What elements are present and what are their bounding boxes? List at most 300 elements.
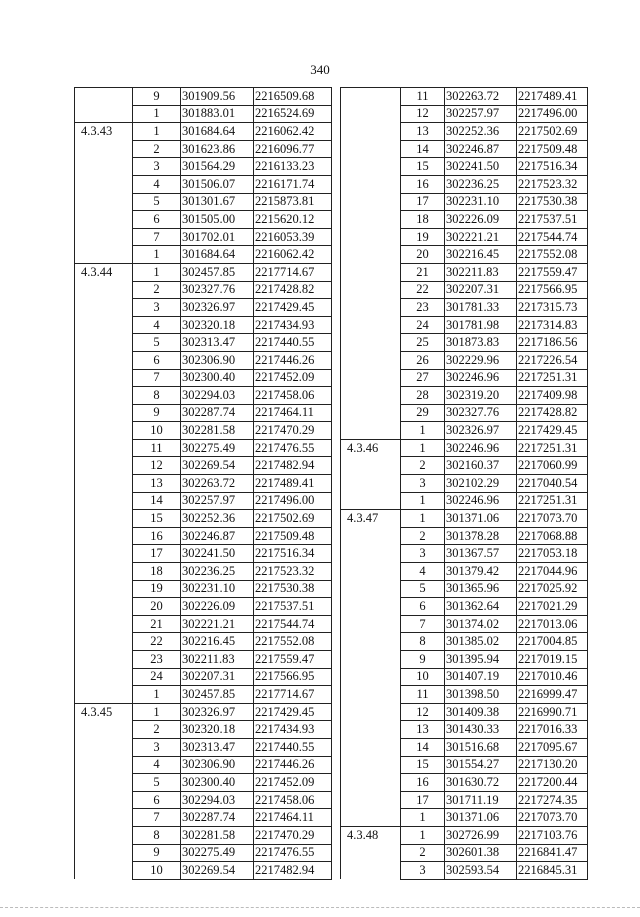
table-row [341, 387, 588, 405]
section-cell [75, 545, 133, 563]
y-coordinate-cell: 2217226.54 [517, 351, 588, 369]
point-number-cell: 23 [401, 299, 445, 317]
table-row [341, 334, 588, 352]
section-cell [75, 457, 133, 475]
point-number-cell: 13 [401, 123, 445, 141]
x-coordinate-cell: 302211.83 [181, 651, 254, 669]
x-coordinate-cell: 301623.86 [181, 140, 254, 158]
x-coordinate-cell: 302263.72 [445, 88, 517, 106]
y-coordinate-cell: 2217714.67 [254, 686, 332, 704]
section-cell [341, 563, 401, 581]
table-row [341, 510, 588, 528]
point-number-cell: 2 [401, 844, 445, 862]
section-cell [75, 475, 133, 493]
section-cell [341, 422, 401, 440]
section-cell [75, 756, 133, 774]
x-coordinate-cell: 302287.74 [181, 809, 254, 827]
point-number-cell: 1 [133, 263, 181, 281]
y-coordinate-cell: 2217470.29 [254, 826, 332, 844]
x-coordinate-cell: 301371.06 [445, 510, 517, 528]
section-cell [341, 193, 401, 211]
x-coordinate-cell: 302281.58 [181, 422, 254, 440]
point-number-cell: 3 [401, 862, 445, 880]
section-cell [341, 263, 401, 281]
x-coordinate-cell: 302246.96 [445, 439, 517, 457]
table-row [75, 703, 332, 721]
y-coordinate-cell: 2215620.12 [254, 211, 332, 229]
table-row [341, 633, 588, 651]
point-number-cell: 2 [133, 721, 181, 739]
section-cell [75, 158, 133, 176]
point-number-cell: 2 [401, 527, 445, 545]
section-cell [75, 510, 133, 528]
x-coordinate-cell: 301398.50 [445, 686, 517, 704]
point-number-cell: 14 [133, 492, 181, 510]
point-number-cell: 1 [401, 422, 445, 440]
table-row [341, 580, 588, 598]
point-number-cell: 13 [401, 721, 445, 739]
x-coordinate-cell: 302320.18 [181, 316, 254, 334]
coordinate-table-left [74, 87, 332, 880]
table-row [341, 158, 588, 176]
table-row [341, 422, 588, 440]
point-number-cell: 1 [401, 510, 445, 528]
y-coordinate-cell: 2217482.94 [254, 457, 332, 475]
section-cell [341, 862, 401, 880]
table-row [75, 316, 332, 334]
y-coordinate-cell: 2217019.15 [517, 651, 588, 669]
x-coordinate-cell: 301385.02 [445, 633, 517, 651]
x-coordinate-cell: 301395.94 [445, 651, 517, 669]
x-coordinate-cell: 302221.21 [445, 228, 517, 246]
x-coordinate-cell: 302457.85 [181, 686, 254, 704]
section-cell [341, 351, 401, 369]
y-coordinate-cell: 2217044.96 [517, 563, 588, 581]
section-cell [341, 774, 401, 792]
x-coordinate-cell: 302246.96 [445, 369, 517, 387]
x-coordinate-cell: 301684.64 [181, 123, 254, 141]
y-coordinate-cell: 2216509.68 [254, 88, 332, 106]
point-number-cell: 1 [401, 492, 445, 510]
y-coordinate-cell: 2217544.74 [254, 615, 332, 633]
y-coordinate-cell: 2217409.98 [517, 387, 588, 405]
x-coordinate-cell: 302216.45 [445, 246, 517, 264]
point-number-cell: 11 [133, 439, 181, 457]
x-coordinate-cell: 302263.72 [181, 475, 254, 493]
y-coordinate-cell: 2217040.54 [517, 475, 588, 493]
table-row [75, 563, 332, 581]
x-coordinate-cell: 302226.09 [445, 211, 517, 229]
y-coordinate-cell: 2217566.95 [517, 281, 588, 299]
section-cell [75, 791, 133, 809]
table-row [75, 422, 332, 440]
table-row [341, 404, 588, 422]
table-row [341, 686, 588, 704]
x-coordinate-cell: 301883.01 [181, 105, 254, 123]
y-coordinate-cell: 2217566.95 [254, 668, 332, 686]
x-coordinate-cell: 302326.97 [445, 422, 517, 440]
point-number-cell: 18 [133, 563, 181, 581]
table-row [75, 369, 332, 387]
point-number-cell: 18 [401, 211, 445, 229]
y-coordinate-cell: 2217516.34 [254, 545, 332, 563]
point-number-cell: 1 [133, 105, 181, 123]
y-coordinate-cell: 2217073.70 [517, 809, 588, 827]
x-coordinate-cell: 302287.74 [181, 404, 254, 422]
point-number-cell: 25 [401, 334, 445, 352]
point-number-cell: 6 [133, 351, 181, 369]
x-coordinate-cell: 301684.64 [181, 246, 254, 264]
point-number-cell: 28 [401, 387, 445, 405]
point-number-cell: 10 [401, 668, 445, 686]
table-row [341, 457, 588, 475]
table-row [75, 598, 332, 616]
page-bottom-rule [0, 907, 640, 908]
table-row [75, 580, 332, 598]
x-coordinate-cell: 302593.54 [445, 862, 517, 880]
section-cell [341, 475, 401, 493]
section-cell [341, 246, 401, 264]
y-coordinate-cell: 2217130.20 [517, 756, 588, 774]
section-cell: 4.3.48 [341, 826, 401, 844]
table-row [75, 140, 332, 158]
table-row [75, 668, 332, 686]
x-coordinate-cell: 302246.96 [445, 492, 517, 510]
table-row [75, 756, 332, 774]
y-coordinate-cell: 2217509.48 [254, 527, 332, 545]
y-coordinate-cell: 2217452.09 [254, 369, 332, 387]
point-number-cell: 22 [133, 633, 181, 651]
point-number-cell: 1 [133, 686, 181, 704]
x-coordinate-cell: 302326.97 [181, 299, 254, 317]
section-cell [341, 316, 401, 334]
table-row [341, 615, 588, 633]
point-number-cell: 10 [133, 862, 181, 880]
point-number-cell: 1 [133, 246, 181, 264]
x-coordinate-cell: 301630.72 [445, 774, 517, 792]
x-coordinate-cell: 301378.28 [445, 527, 517, 545]
x-coordinate-cell: 301409.38 [445, 703, 517, 721]
table-row [341, 809, 588, 827]
point-number-cell: 3 [133, 738, 181, 756]
x-coordinate-cell: 301564.29 [181, 158, 254, 176]
y-coordinate-cell: 2217502.69 [517, 123, 588, 141]
section-cell [75, 615, 133, 633]
left-table-body [75, 88, 332, 880]
point-number-cell: 11 [401, 686, 445, 704]
table-row [341, 193, 588, 211]
table-row [75, 527, 332, 545]
x-coordinate-cell: 302257.97 [181, 492, 254, 510]
y-coordinate-cell: 2217186.56 [517, 334, 588, 352]
section-cell [75, 774, 133, 792]
section-cell [75, 88, 133, 106]
point-number-cell: 6 [401, 598, 445, 616]
table-row [75, 633, 332, 651]
y-coordinate-cell: 2217458.06 [254, 387, 332, 405]
table-row [75, 545, 332, 563]
section-cell [341, 686, 401, 704]
x-coordinate-cell: 302257.97 [445, 105, 517, 123]
section-cell [75, 580, 133, 598]
section-cell: 4.3.46 [341, 439, 401, 457]
point-number-cell: 17 [401, 791, 445, 809]
x-coordinate-cell: 301873.83 [445, 334, 517, 352]
section-cell [341, 580, 401, 598]
point-number-cell: 12 [401, 105, 445, 123]
x-coordinate-cell: 301702.01 [181, 228, 254, 246]
section-cell [341, 457, 401, 475]
y-coordinate-cell: 2217103.76 [517, 826, 588, 844]
section-cell [341, 791, 401, 809]
table-row [341, 703, 588, 721]
y-coordinate-cell: 2217429.45 [254, 703, 332, 721]
table-row [341, 281, 588, 299]
section-cell [75, 738, 133, 756]
section-cell [75, 281, 133, 299]
table-row [75, 651, 332, 669]
point-number-cell: 1 [401, 826, 445, 844]
section-cell [341, 228, 401, 246]
x-coordinate-cell: 302320.18 [181, 721, 254, 739]
x-coordinate-cell: 302241.50 [181, 545, 254, 563]
x-coordinate-cell: 301781.98 [445, 316, 517, 334]
point-number-cell: 23 [133, 651, 181, 669]
y-coordinate-cell: 2217464.11 [254, 404, 332, 422]
table-row [75, 263, 332, 281]
x-coordinate-cell: 302326.97 [181, 703, 254, 721]
y-coordinate-cell: 2217544.74 [517, 228, 588, 246]
table-row [341, 299, 588, 317]
x-coordinate-cell: 301374.02 [445, 615, 517, 633]
table-row [75, 492, 332, 510]
table-row [341, 563, 588, 581]
right-table-body [341, 88, 588, 880]
table-row [341, 862, 588, 880]
table-row [75, 334, 332, 352]
point-number-cell: 13 [133, 475, 181, 493]
section-cell [341, 527, 401, 545]
table-row [75, 439, 332, 457]
section-cell [341, 844, 401, 862]
x-coordinate-cell: 301505.00 [181, 211, 254, 229]
x-coordinate-cell: 301506.07 [181, 175, 254, 193]
section-cell: 4.3.43 [75, 123, 133, 141]
point-number-cell: 3 [133, 158, 181, 176]
y-coordinate-cell: 2217274.35 [517, 791, 588, 809]
section-cell [341, 123, 401, 141]
point-number-cell: 6 [133, 211, 181, 229]
table-row [75, 387, 332, 405]
x-coordinate-cell: 302236.25 [181, 563, 254, 581]
table-row [341, 123, 588, 141]
point-number-cell: 9 [133, 844, 181, 862]
point-number-cell: 8 [401, 633, 445, 651]
page-number: 340 [310, 62, 330, 77]
point-number-cell: 19 [401, 228, 445, 246]
x-coordinate-cell: 302221.21 [181, 615, 254, 633]
point-number-cell: 3 [133, 299, 181, 317]
table-row [341, 651, 588, 669]
x-coordinate-cell: 302275.49 [181, 844, 254, 862]
y-coordinate-cell: 2217010.46 [517, 668, 588, 686]
section-cell: 4.3.44 [75, 263, 133, 281]
point-number-cell: 21 [133, 615, 181, 633]
section-cell [75, 633, 133, 651]
table-row [75, 686, 332, 704]
section-cell [75, 211, 133, 229]
y-coordinate-cell: 2217428.82 [254, 281, 332, 299]
x-coordinate-cell: 301516.68 [445, 738, 517, 756]
section-cell [75, 826, 133, 844]
section-cell [75, 140, 133, 158]
point-number-cell: 29 [401, 404, 445, 422]
y-coordinate-cell: 2217714.67 [254, 263, 332, 281]
point-number-cell: 7 [133, 228, 181, 246]
x-coordinate-cell: 301430.33 [445, 721, 517, 739]
y-coordinate-cell: 2217476.55 [254, 439, 332, 457]
table-row [75, 211, 332, 229]
point-number-cell: 16 [401, 175, 445, 193]
table-row [341, 545, 588, 563]
point-number-cell: 14 [401, 140, 445, 158]
table-row [75, 738, 332, 756]
section-cell [75, 422, 133, 440]
x-coordinate-cell: 302294.03 [181, 791, 254, 809]
table-row [341, 756, 588, 774]
point-number-cell: 3 [401, 475, 445, 493]
section-cell [75, 721, 133, 739]
x-coordinate-cell: 302269.54 [181, 457, 254, 475]
y-coordinate-cell: 2217489.41 [254, 475, 332, 493]
y-coordinate-cell: 2217428.82 [517, 404, 588, 422]
x-coordinate-cell: 302236.25 [445, 175, 517, 193]
y-coordinate-cell: 2216096.77 [254, 140, 332, 158]
table-row [341, 668, 588, 686]
x-coordinate-cell: 302275.49 [181, 439, 254, 457]
section-cell [75, 598, 133, 616]
x-coordinate-cell: 302269.54 [181, 862, 254, 880]
section-cell [341, 721, 401, 739]
table-row [341, 263, 588, 281]
y-coordinate-cell: 2216133.23 [254, 158, 332, 176]
table-row [341, 738, 588, 756]
x-coordinate-cell: 302160.37 [445, 457, 517, 475]
section-cell: 4.3.45 [75, 703, 133, 721]
x-coordinate-cell: 301554.27 [445, 756, 517, 774]
point-number-cell: 2 [133, 140, 181, 158]
section-cell [341, 88, 401, 106]
point-number-cell: 27 [401, 369, 445, 387]
section-cell [341, 140, 401, 158]
point-number-cell: 1 [401, 809, 445, 827]
section-cell [75, 369, 133, 387]
point-number-cell: 16 [133, 527, 181, 545]
section-cell [75, 563, 133, 581]
x-coordinate-cell: 302231.10 [181, 580, 254, 598]
point-number-cell: 10 [133, 422, 181, 440]
y-coordinate-cell: 2217509.48 [517, 140, 588, 158]
y-coordinate-cell: 2217021.29 [517, 598, 588, 616]
point-number-cell: 8 [133, 387, 181, 405]
y-coordinate-cell: 2217251.31 [517, 439, 588, 457]
y-coordinate-cell: 2216524.69 [254, 105, 332, 123]
y-coordinate-cell: 2216062.42 [254, 123, 332, 141]
coordinate-table-right [340, 87, 588, 880]
point-number-cell: 1 [133, 703, 181, 721]
table-row [75, 844, 332, 862]
table-row [75, 774, 332, 792]
table-row [341, 228, 588, 246]
table-row [341, 175, 588, 193]
section-cell [341, 492, 401, 510]
section-cell [341, 615, 401, 633]
y-coordinate-cell: 2217004.85 [517, 633, 588, 651]
table-row [341, 211, 588, 229]
section-cell [75, 527, 133, 545]
point-number-cell: 8 [133, 826, 181, 844]
point-number-cell: 2 [133, 281, 181, 299]
y-coordinate-cell: 2217530.38 [517, 193, 588, 211]
x-coordinate-cell: 302300.40 [181, 369, 254, 387]
table-row [341, 369, 588, 387]
x-coordinate-cell: 301407.19 [445, 668, 517, 686]
x-coordinate-cell: 301365.96 [445, 580, 517, 598]
point-number-cell: 7 [133, 369, 181, 387]
point-number-cell: 15 [401, 756, 445, 774]
point-number-cell: 12 [401, 703, 445, 721]
x-coordinate-cell: 301362.64 [445, 598, 517, 616]
section-cell [341, 404, 401, 422]
x-coordinate-cell: 302252.36 [181, 510, 254, 528]
x-coordinate-cell: 301781.33 [445, 299, 517, 317]
y-coordinate-cell: 2217446.26 [254, 756, 332, 774]
x-coordinate-cell: 301711.19 [445, 791, 517, 809]
x-coordinate-cell: 302313.47 [181, 334, 254, 352]
point-number-cell: 5 [133, 193, 181, 211]
y-coordinate-cell: 2217434.93 [254, 721, 332, 739]
y-coordinate-cell: 2217025.92 [517, 580, 588, 598]
table-row [75, 158, 332, 176]
section-cell [341, 299, 401, 317]
table-row [75, 404, 332, 422]
section-cell [75, 228, 133, 246]
y-coordinate-cell: 2217314.83 [517, 316, 588, 334]
table-row [75, 791, 332, 809]
table-row [341, 826, 588, 844]
x-coordinate-cell: 302726.99 [445, 826, 517, 844]
x-coordinate-cell: 302102.29 [445, 475, 517, 493]
table-row [75, 510, 332, 528]
point-number-cell: 22 [401, 281, 445, 299]
point-number-cell: 26 [401, 351, 445, 369]
section-cell [75, 404, 133, 422]
point-number-cell: 16 [401, 774, 445, 792]
table-row [75, 826, 332, 844]
y-coordinate-cell: 2216062.42 [254, 246, 332, 264]
x-coordinate-cell: 302246.87 [181, 527, 254, 545]
section-cell: 4.3.47 [341, 510, 401, 528]
point-number-cell: 17 [133, 545, 181, 563]
y-coordinate-cell: 2216841.47 [517, 844, 588, 862]
table-row [341, 774, 588, 792]
x-coordinate-cell: 302207.31 [445, 281, 517, 299]
point-number-cell: 4 [133, 175, 181, 193]
y-coordinate-cell: 2217537.51 [517, 211, 588, 229]
y-coordinate-cell: 2216053.39 [254, 228, 332, 246]
table-row [341, 527, 588, 545]
table-row [75, 246, 332, 264]
